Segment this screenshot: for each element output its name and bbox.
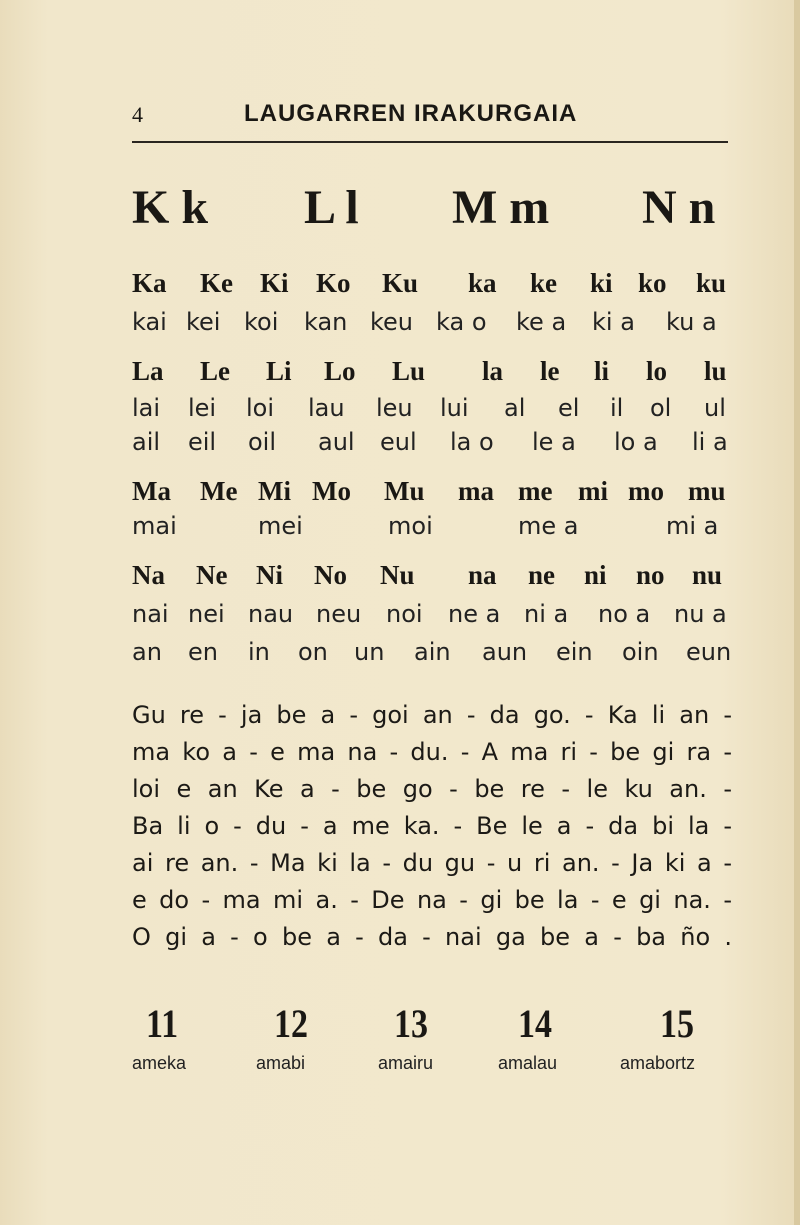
syllable: ma	[458, 476, 494, 506]
syllable-row-l-combos	[132, 394, 732, 430]
syllable: lui	[440, 394, 469, 422]
syllable: mu	[688, 476, 726, 506]
page-title: LAUGARREN IRAKURGAIA	[244, 100, 578, 127]
syllable: Li	[266, 356, 292, 386]
syllable-row-n-combos	[132, 600, 732, 636]
paragraph-line: e do - ma mi a. - De na - gi be la - e gi na. -	[132, 886, 732, 914]
syllable: neu	[316, 600, 362, 628]
syllable: aul	[318, 428, 355, 456]
syllable: li a	[692, 428, 728, 456]
syllable: nau	[248, 600, 294, 628]
syllable: ein	[556, 638, 593, 666]
syllable: ni a	[524, 600, 569, 628]
syllable: ko	[638, 268, 667, 298]
syllable: oil	[248, 428, 277, 456]
syllable: ul	[704, 394, 726, 422]
syllable: ail	[132, 428, 161, 456]
syllable: Na	[132, 560, 165, 590]
syllable: kai	[132, 308, 167, 336]
syllable: keu	[370, 308, 414, 336]
syllable-row-m-upper	[132, 476, 732, 512]
syllable: nu a	[674, 600, 727, 628]
syllable: noi	[386, 600, 423, 628]
syllable: kan	[304, 308, 348, 336]
syllable: lo a	[614, 428, 658, 456]
syllable-row-l-combos-2	[132, 428, 732, 464]
syllable: Ko	[316, 268, 351, 298]
number-digit: 11	[146, 1001, 179, 1046]
syllable: leu	[376, 394, 413, 422]
syllable: ne a	[448, 600, 501, 628]
syllable: mo	[628, 476, 664, 506]
syllable: Ku	[382, 268, 419, 298]
syllable: al	[504, 394, 526, 422]
letter-heading	[132, 180, 732, 240]
paragraph-line: Ba li o - du - a me ka. - Be le a - da bi la -	[132, 812, 732, 840]
number-word: amabi	[256, 1053, 306, 1073]
syllable: la	[482, 356, 504, 386]
syllable: eul	[380, 428, 417, 456]
paragraph-line: ma ko a - e ma na - du. - A ma ri - be gi ra -	[132, 738, 732, 766]
syllable: na	[468, 560, 497, 590]
number-digit: 15	[660, 1001, 694, 1046]
syllable: mei	[258, 512, 303, 540]
paragraph-line: loi e an Ke a - be go - be re - le ku an. -	[132, 775, 732, 803]
syllable: Le	[200, 356, 230, 386]
syllable: Ke	[200, 268, 233, 298]
syllable: ke a	[516, 308, 567, 336]
syllable: Ne	[196, 560, 228, 590]
syllable: Ki	[260, 268, 289, 298]
syllable-row-m-combos	[132, 512, 732, 548]
syllable: no	[636, 560, 665, 590]
syllable: en	[188, 638, 218, 666]
syllable: il	[610, 394, 624, 422]
syllable: Nu	[380, 560, 415, 590]
syllable: lai	[132, 394, 161, 422]
syllable: ni	[584, 560, 607, 590]
syllable: eil	[188, 428, 217, 456]
syllable: ol	[650, 394, 672, 422]
syllable-row-n-upper	[132, 560, 732, 596]
number-word: ameka	[132, 1053, 187, 1073]
syllable: mi	[578, 476, 608, 506]
syllable: Me	[200, 476, 238, 506]
syllable: el	[558, 394, 580, 422]
syllable: lo	[646, 356, 668, 386]
syllable: li	[594, 356, 610, 386]
number-digit: 12	[274, 1001, 308, 1046]
syllable: koi	[244, 308, 279, 336]
syllable: loi	[246, 394, 275, 422]
page-number: 4	[132, 102, 143, 127]
syllable: le	[540, 356, 560, 386]
number-word: amabortz	[620, 1053, 696, 1073]
syllable: Lu	[392, 356, 426, 386]
syllable: ku a	[666, 308, 717, 336]
syllable: lu	[704, 356, 727, 386]
syllable: aun	[482, 638, 528, 666]
paragraph-line: O gi a - o be a - da - nai ga be a - ba ño .	[132, 923, 732, 951]
syllable: ka o	[436, 308, 487, 336]
syllable: ki a	[592, 308, 635, 336]
syllable: le a	[532, 428, 576, 456]
syllable: nai	[132, 600, 169, 628]
syllable: Ka	[132, 268, 167, 298]
letter-m: M m	[452, 181, 550, 234]
letter-n: N n	[642, 181, 716, 234]
syllable: Mi	[258, 476, 291, 506]
page-header	[132, 96, 728, 136]
number-word: amairu	[378, 1053, 434, 1073]
syllable: me	[518, 476, 553, 506]
syllable: ain	[414, 638, 451, 666]
syllable: nu	[692, 560, 723, 590]
syllable: ku	[696, 268, 727, 298]
syllable-row-k-upper	[132, 268, 732, 304]
syllable: on	[298, 638, 328, 666]
syllable: mi a	[666, 512, 719, 540]
syllable: La	[132, 356, 164, 386]
syllable: ki	[590, 268, 613, 298]
syllable: Mu	[384, 476, 425, 506]
number-digit: 14	[518, 1001, 552, 1046]
syllable-row-n-combos-2	[132, 638, 732, 674]
syllable: ke	[530, 268, 557, 298]
syllable-row-l-upper	[132, 356, 732, 392]
letter-l: L l	[304, 181, 359, 234]
reading-paragraph	[132, 697, 732, 956]
syllable: moi	[388, 512, 433, 540]
syllable: Lo	[324, 356, 356, 386]
number-digit: 13	[394, 1001, 428, 1046]
syllable: no a	[598, 600, 651, 628]
syllable: ne	[528, 560, 555, 590]
number-word: amalau	[498, 1053, 558, 1073]
syllable: lei	[188, 394, 217, 422]
page-edge	[794, 0, 800, 1225]
paragraph-line: Gu re - ja be a - goi an - da go. - Ka li an -	[132, 701, 732, 729]
syllable: mai	[132, 512, 177, 540]
letter-k: K k	[132, 181, 209, 234]
syllable: la o	[450, 428, 494, 456]
syllable: No	[314, 560, 347, 590]
syllable: Ma	[132, 476, 171, 506]
syllable-row-k-combos	[132, 308, 732, 344]
syllable: oin	[622, 638, 659, 666]
syllable: ka	[468, 268, 497, 298]
syllable: an	[132, 638, 162, 666]
syllable: Ni	[256, 560, 283, 590]
syllable: un	[354, 638, 385, 666]
syllable: kei	[186, 308, 221, 336]
syllable: lau	[308, 394, 345, 422]
syllable: me a	[518, 512, 579, 540]
header-rule	[132, 141, 728, 143]
paragraph-line: ai re an. - Ma ki la - du gu - u ri an. - Ja ki a -	[132, 849, 732, 877]
syllable: in	[248, 638, 270, 666]
syllable: Mo	[312, 476, 351, 506]
syllable: eun	[686, 638, 732, 666]
syllable: nei	[188, 600, 225, 628]
